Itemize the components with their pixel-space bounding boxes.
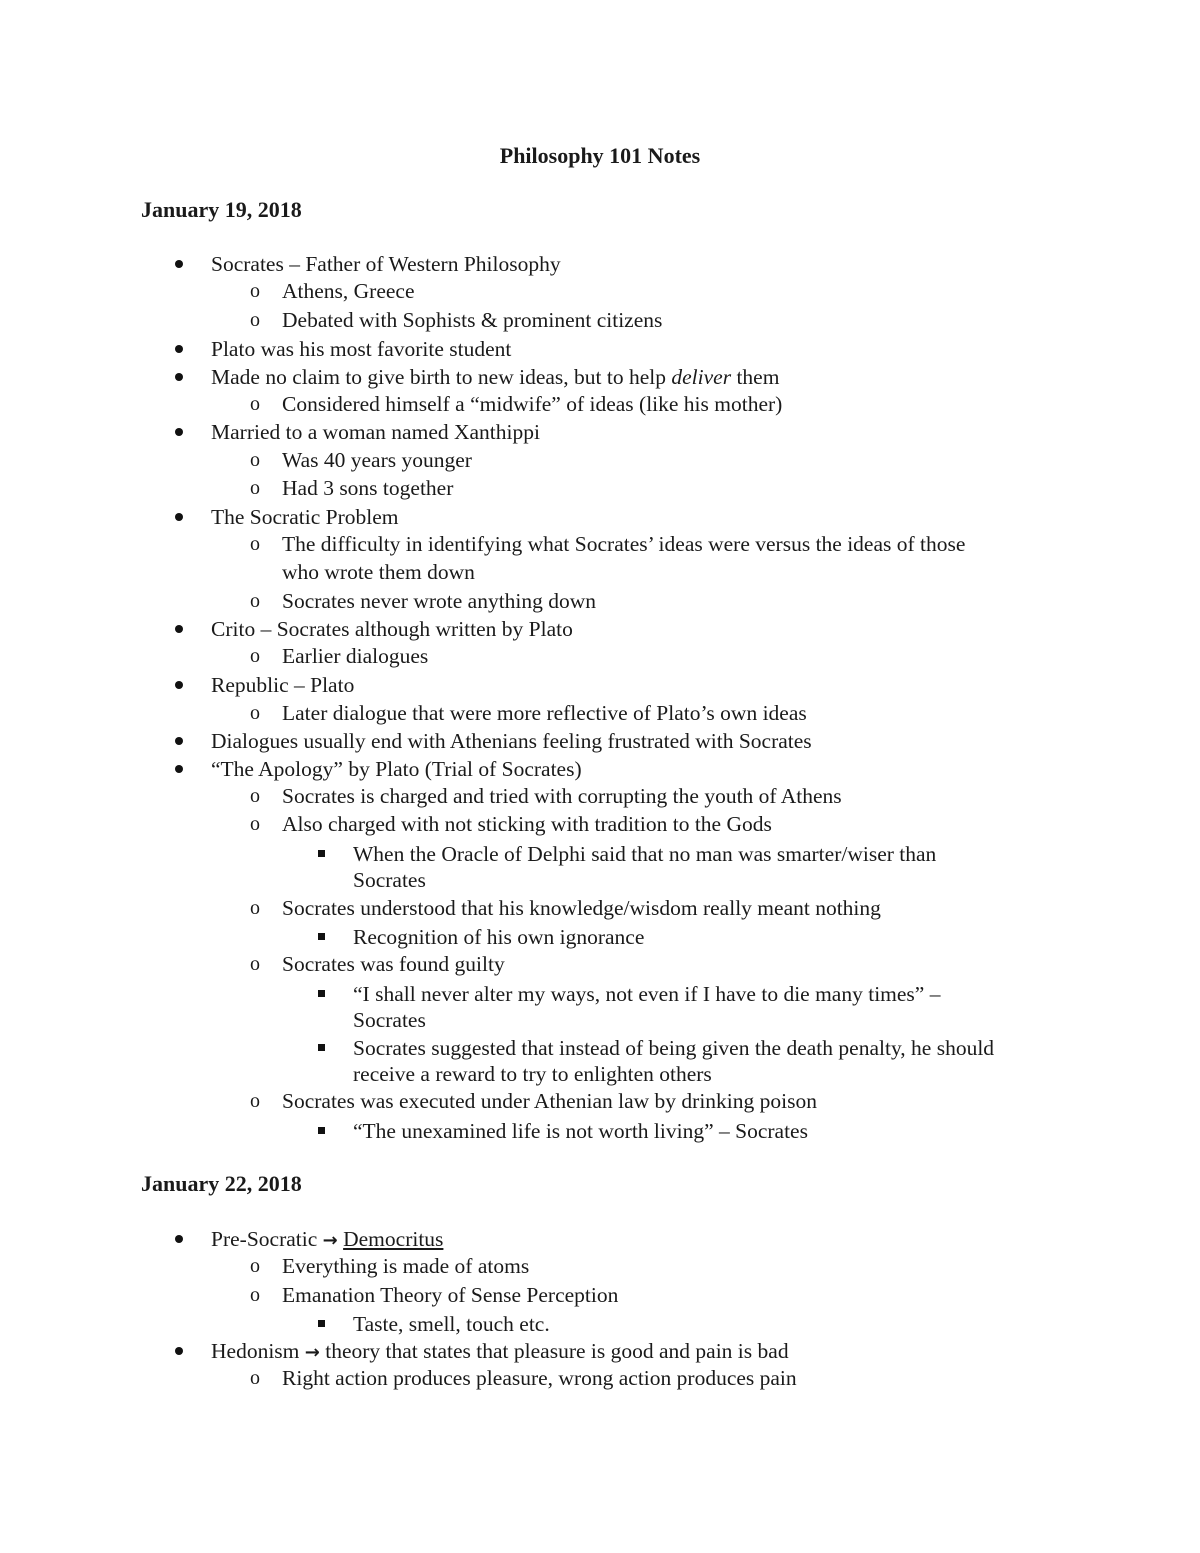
bullet-icon <box>175 373 183 381</box>
emphasis-text: deliver <box>671 365 732 389</box>
circle-bullet-icon: o <box>250 590 260 612</box>
circle-bullet-icon: o <box>250 280 260 302</box>
square-bullet-icon <box>318 850 325 857</box>
document-page: Philosophy 101 Notes January 19, 2018 Socrates – Father of Western Philosophy o Athens, Greece o Debated with Sophists & prominent citizens Plato was his most favorite student Made no claim to give birth to new ideas, but to help deliver them o Considered himself a “midwife” of ideas (like his mother) Married to a woman named Xanthippi o Was 40 years younger o Had 3 sons together The Socratic Problem o The difficulty in identifying what Socrates’ ideas were versus the ideas of those who wrote them down o Socrates never wrote anything down Crito – Socrates although written by Plato o Earlier dialogues Republic – Plato o Later dialogue that were more reflective of Plato’s own ideas Dialogues usually end with Athenians feeling frustrated with Socrates “The Apology” by Plato (Trial of Socrates) o Socrates is charged and tried with corrupting the youth of Athens o Also charged with not sticking with tradition to the Gods When the Oracle of Delphi said that no man was smarter/wiser than Socrates o Socrates understood that his knowledge/wisdom really meant nothing Recognition of his own ignorance o Socrates was found guilty “I shall never alter my ways, not even if I have to die many times” – Socrates Socrates suggested that instead of being given the death penalty, he should receive a reward to try to enlighten others o Socrates was executed under Athenian law by drinking poison “The unexamined life is not worth living” – Socrates January 22, 2018 Pre-Socratic → Democritus o Everything is made of atoms o Emanation Theory of Sense Perception Taste, smell, touch etc. Hedonism → theory that states that pleasure is good and pain is bad o Right action produces pleasure, wrong action produces pain <box>0 0 1200 1553</box>
list-item-continuation: who wrote them down <box>282 560 475 584</box>
square-bullet-icon <box>318 1320 325 1327</box>
square-bullet-icon <box>318 933 325 940</box>
circle-bullet-icon: o <box>250 1090 260 1112</box>
section-date: January 22, 2018 <box>141 1171 302 1196</box>
bullet-icon <box>175 1347 183 1355</box>
bullet-icon <box>175 260 183 268</box>
list-item-continuation: receive a reward to try to enlighten others <box>353 1062 712 1086</box>
square-bullet-icon <box>318 1044 325 1051</box>
circle-bullet-icon: o <box>250 645 260 667</box>
arrow-right-icon: → <box>304 1342 320 1363</box>
bullet-icon <box>175 737 183 745</box>
circle-bullet-icon: o <box>250 1367 260 1389</box>
square-bullet-icon <box>318 1127 325 1134</box>
arrow-right-icon: → <box>322 1230 338 1251</box>
circle-bullet-icon: o <box>250 393 260 415</box>
circle-bullet-icon: o <box>250 953 260 975</box>
list-item-continuation: Socrates <box>353 1008 426 1032</box>
circle-bullet-icon: o <box>250 1255 260 1277</box>
circle-bullet-icon: o <box>250 477 260 499</box>
circle-bullet-icon: o <box>250 533 260 555</box>
bullet-icon <box>175 681 183 689</box>
square-bullet-icon <box>318 990 325 997</box>
bullet-icon <box>175 1235 183 1243</box>
bullet-icon <box>175 625 183 633</box>
circle-bullet-icon: o <box>250 449 260 471</box>
circle-bullet-icon: o <box>250 309 260 331</box>
circle-bullet-icon: o <box>250 702 260 724</box>
bullet-icon <box>175 513 183 521</box>
circle-bullet-icon: o <box>250 813 260 835</box>
list-item-continuation: Socrates <box>353 868 426 892</box>
underlined-term: Democritus <box>343 1227 444 1251</box>
circle-bullet-icon: o <box>250 1284 260 1306</box>
circle-bullet-icon: o <box>250 897 260 919</box>
section-date: January 19, 2018 <box>141 197 302 222</box>
bullet-icon <box>175 765 183 773</box>
bullet-icon <box>175 345 183 353</box>
circle-bullet-icon: o <box>250 785 260 807</box>
bullet-icon <box>175 428 183 436</box>
page-title: Philosophy 101 Notes <box>499 143 701 168</box>
